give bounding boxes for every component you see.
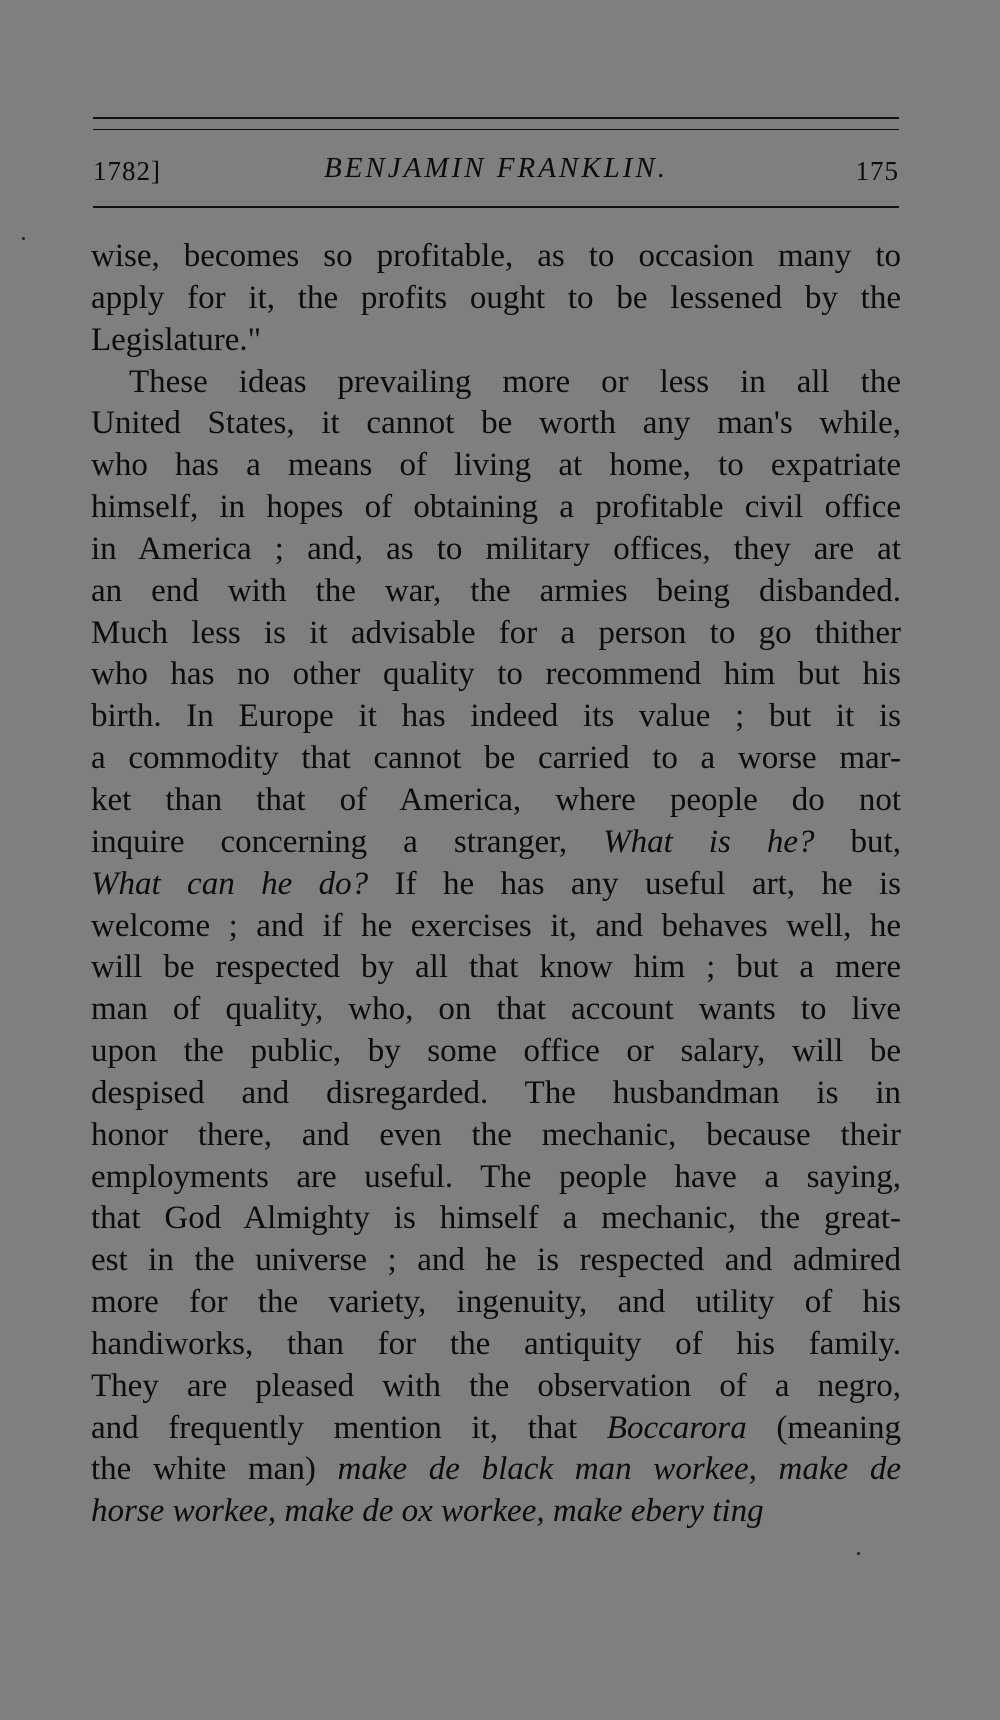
text-line bbox=[91, 403, 901, 445]
text-line bbox=[91, 571, 901, 613]
text-line bbox=[91, 696, 901, 738]
text-run: will be respected by all that know him ; but a mere bbox=[91, 949, 901, 986]
text-run: an end with the war, the armies being disbanded. bbox=[91, 572, 901, 609]
text-line bbox=[91, 320, 901, 362]
text-line bbox=[91, 989, 901, 1031]
text-line bbox=[91, 1408, 901, 1450]
text-run: despised and disregarded. The husbandman is in bbox=[91, 1074, 901, 1111]
text-line bbox=[91, 654, 901, 696]
text-run: inquire concerning a stranger, bbox=[91, 823, 604, 860]
body-text bbox=[91, 236, 901, 1533]
text-line bbox=[91, 1240, 901, 1282]
text-line bbox=[91, 1198, 901, 1240]
text-run: If he has any useful art, he is bbox=[368, 865, 902, 902]
print-speck bbox=[22, 237, 25, 240]
italic-text: What can he do? bbox=[91, 865, 369, 902]
text-run: welcome ; and if he exercises it, and behaves well, he bbox=[91, 907, 901, 944]
text-line bbox=[91, 1324, 901, 1366]
text-line bbox=[91, 1449, 901, 1491]
text-line bbox=[91, 278, 901, 320]
text-line bbox=[91, 947, 901, 989]
text-run: United States, it cannot be worth any man's while, bbox=[91, 405, 901, 442]
text-run: who has a means of living at home, to expatriate bbox=[91, 447, 901, 484]
text-run: upon the public, by some office or salary, will be bbox=[91, 1033, 901, 1070]
text-line bbox=[91, 445, 901, 487]
header-rule-top bbox=[93, 117, 899, 119]
running-head-title: BENJAMIN FRANKLIN. bbox=[324, 152, 668, 184]
text-line bbox=[91, 1115, 901, 1157]
text-run: who has no other quality to recommend him but his bbox=[91, 656, 901, 693]
text-line bbox=[91, 1366, 901, 1408]
text-line bbox=[91, 1031, 901, 1073]
text-run: These ideas prevailing more or less in all the bbox=[129, 363, 901, 400]
text-run: employments are useful. The people have a saying, bbox=[91, 1158, 901, 1195]
print-speck bbox=[857, 1552, 860, 1555]
text-line bbox=[91, 822, 901, 864]
italic-text: Boccarora bbox=[606, 1409, 747, 1446]
text-line bbox=[91, 1073, 901, 1115]
running-head bbox=[93, 152, 899, 192]
text-run: They are pleased with the observation of a negro, bbox=[91, 1367, 901, 1404]
running-head-year: 1782] bbox=[93, 156, 161, 186]
text-run: Legislature." bbox=[91, 321, 262, 358]
text-run: man of quality, who, on that account wants to live bbox=[91, 991, 901, 1028]
text-run: honor there, and even the mechanic, because their bbox=[91, 1116, 901, 1153]
page-number: 175 bbox=[855, 156, 899, 186]
text-run: but, bbox=[814, 823, 901, 860]
text-run: Much less is it advisable for a person to go thither bbox=[91, 614, 901, 651]
italic-text: make de black man workee, make de bbox=[337, 1451, 901, 1488]
text-run: himself, in hopes of obtaining a profitable civil office bbox=[91, 489, 901, 526]
text-run: that God Almighty is himself a mechanic, the great- bbox=[91, 1200, 901, 1237]
header-rule-top-thin bbox=[93, 129, 899, 130]
text-line bbox=[91, 362, 901, 404]
header-rule-bottom bbox=[93, 206, 899, 208]
text-line bbox=[91, 487, 901, 529]
text-line bbox=[91, 1491, 901, 1533]
text-run: a commodity that cannot be carried to a worse mar- bbox=[91, 740, 901, 777]
text-line bbox=[91, 236, 901, 278]
text-line bbox=[91, 1157, 901, 1199]
text-run: and frequently mention it, that bbox=[91, 1409, 607, 1446]
text-run: ket than that of America, where people do not bbox=[91, 781, 901, 818]
text-run: the white man) bbox=[91, 1451, 338, 1488]
text-run: in America ; and, as to military offices, they are at bbox=[91, 530, 901, 567]
text-line bbox=[91, 738, 901, 780]
text-run: handiworks, than for the antiquity of his family. bbox=[91, 1325, 901, 1362]
text-run: wise, becomes so profitable, as to occasion many to bbox=[91, 238, 901, 274]
italic-text: What is he? bbox=[603, 823, 815, 860]
text-line bbox=[91, 529, 901, 571]
text-line bbox=[91, 1282, 901, 1324]
text-run: (meaning bbox=[746, 1409, 902, 1446]
italic-text: horse workee, make de ox workee, make ebery ting bbox=[91, 1493, 764, 1530]
text-line bbox=[91, 780, 901, 822]
text-line bbox=[91, 906, 901, 948]
text-run: birth. In Europe it has indeed its value ; but it is bbox=[91, 698, 901, 735]
text-run: apply for it, the profits ought to be lessened by the bbox=[91, 279, 901, 316]
text-run: est in the universe ; and he is respected and admired bbox=[91, 1242, 901, 1279]
text-line bbox=[91, 613, 901, 655]
text-line bbox=[91, 864, 901, 906]
text-run: more for the variety, ingenuity, and utility of his bbox=[91, 1284, 901, 1321]
